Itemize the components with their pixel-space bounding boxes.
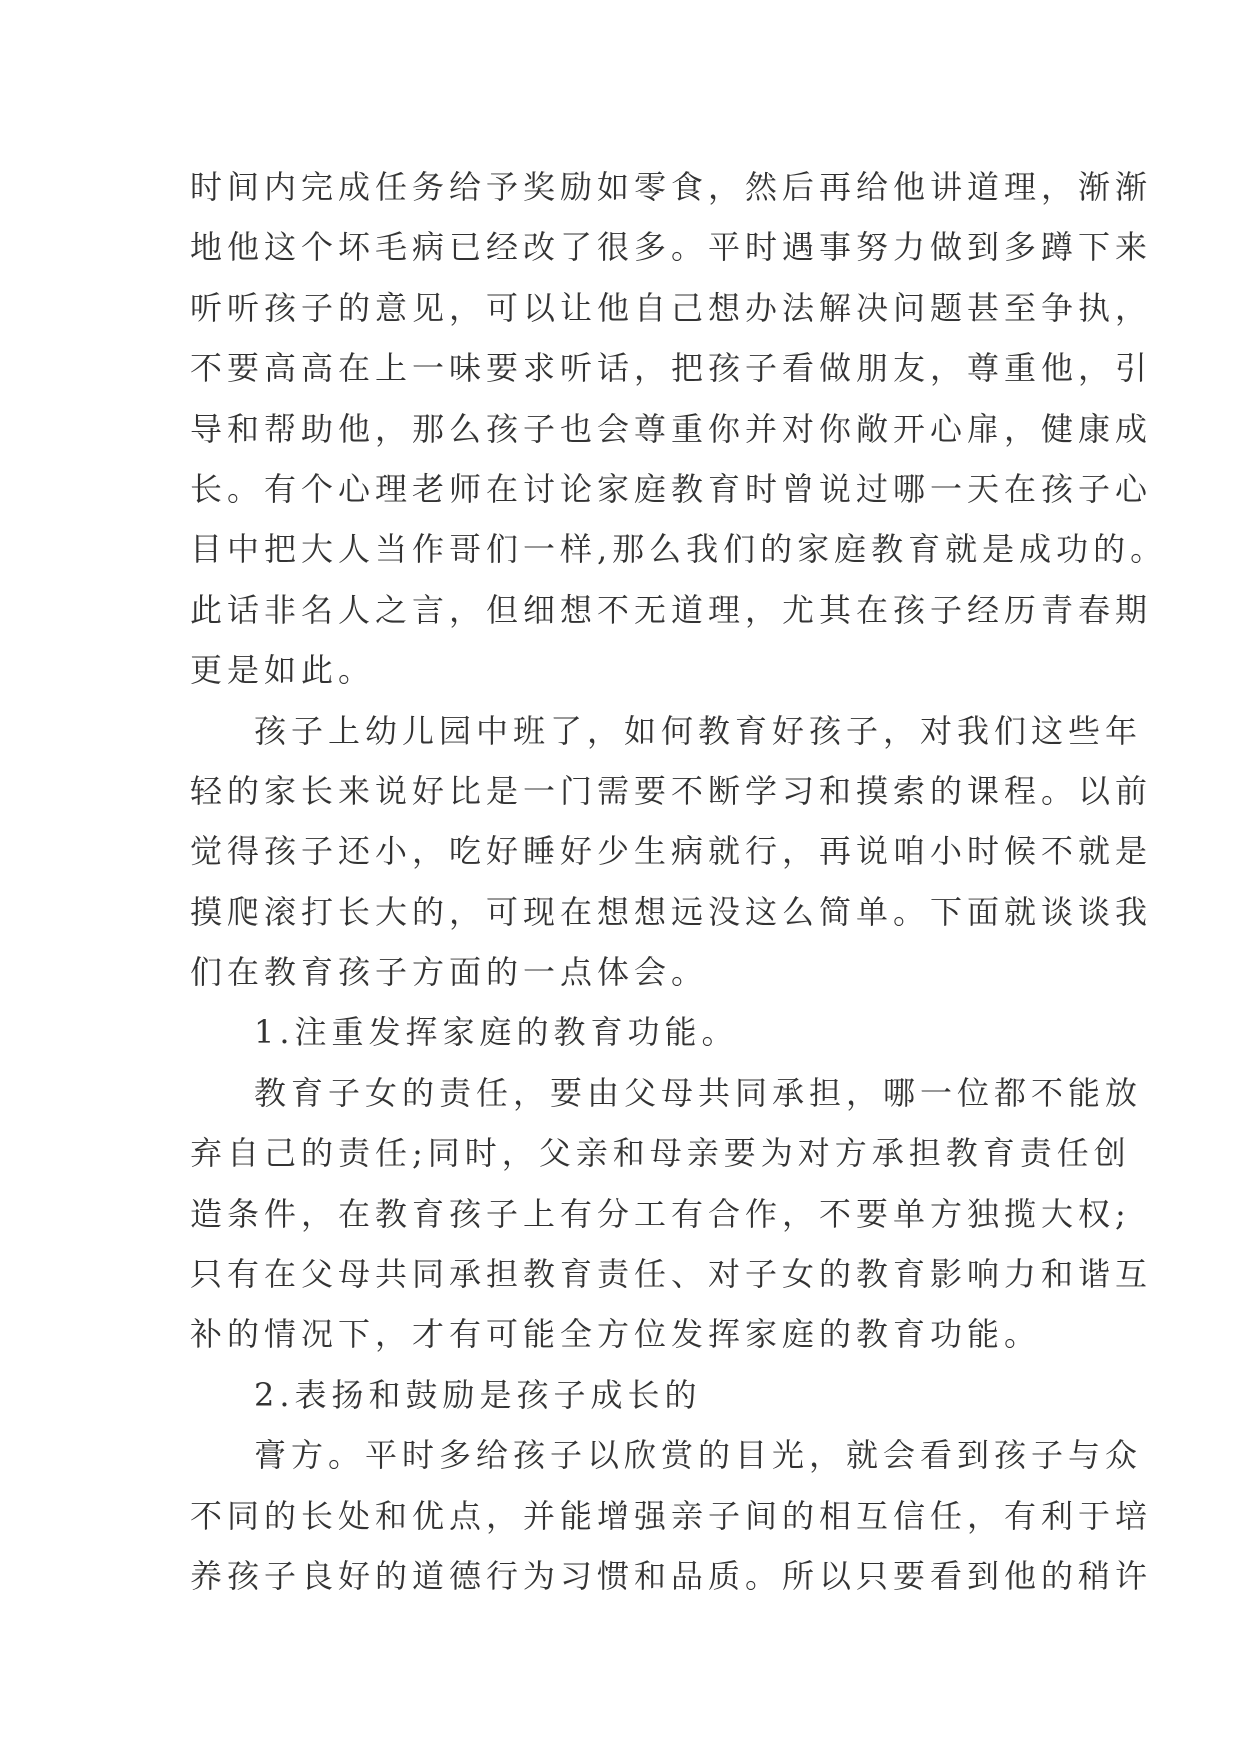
text-line: 造条件，在教育孩子上有分工有合作，不要单方独揽大权; xyxy=(190,1194,1131,1233)
body-text xyxy=(190,157,1168,1606)
text-line: 摸爬滚打长大的，可现在想想远没这么简单。下面就谈谈我 xyxy=(190,892,1153,931)
text-line: 更是如此。 xyxy=(190,651,376,690)
text-line: 地他这个坏毛病已经改了很多。平时遇事努力做到多蹲下来 xyxy=(190,228,1153,267)
text-line: 弃自己的责任;同时，父亲和母亲要为对方承担教育责任创 xyxy=(190,1134,1131,1173)
section-heading-2: 2.表扬和鼓励是孩子成长的 xyxy=(254,1375,702,1414)
paragraph-start-line: 孩子上幼儿园中班了，如何教育好孩子，对我们这些年 xyxy=(254,711,1143,750)
text-line: 不同的长处和优点，并能增强亲子间的相互信任，有利于培 xyxy=(190,1496,1153,1535)
paragraph-start-line: 教育子女的责任，要由父母共同承担，哪一位都不能放 xyxy=(254,1073,1143,1112)
text-line: 长。有个心理老师在讨论家庭教育时曾说过哪一天在孩子心 xyxy=(190,469,1153,508)
text-line: 导和帮助他，那么孩子也会尊重你并对你敞开心扉，健康成 xyxy=(190,409,1153,448)
text-line: 目中把大人当作哥们一样,那么我们的家庭教育就是成功的。 xyxy=(190,530,1168,569)
text-line: 补的情况下，才有可能全方位发挥家庭的教育功能。 xyxy=(190,1315,1042,1354)
text-line: 只有在父母共同承担教育责任、对子女的教育影响力和谐互 xyxy=(190,1255,1153,1294)
text-line: 时间内完成任务给予奖励如零食，然后再给他讲道理，渐渐 xyxy=(190,168,1153,206)
text-line: 觉得孩子还小，吃好睡好少生病就行，再说咱小时候不就是 xyxy=(190,832,1153,871)
text-line: 此话非名人之言，但细想不无道理，尤其在孩子经历青春期 xyxy=(190,590,1153,629)
text-line: 轻的家长来说好比是一门需要不断学习和摸索的课程。以前 xyxy=(190,771,1153,810)
text-line: 们在教育孩子方面的一点体会。 xyxy=(190,953,709,992)
text-line: 养孩子良好的道德行为习惯和品质。所以只要看到他的稍许 xyxy=(190,1556,1153,1595)
paragraph-start-line: 膏方。平时多给孩子以欣赏的目光，就会看到孩子与众 xyxy=(254,1436,1143,1475)
text-line: 不要高高在上一味要求听话，把孩子看做朋友，尊重他，引 xyxy=(190,349,1153,388)
text-line: 听听孩子的意见，可以让他自己想办法解决问题甚至争执， xyxy=(190,288,1153,327)
section-heading-1: 1.注重发挥家庭的教育功能。 xyxy=(254,1013,739,1052)
